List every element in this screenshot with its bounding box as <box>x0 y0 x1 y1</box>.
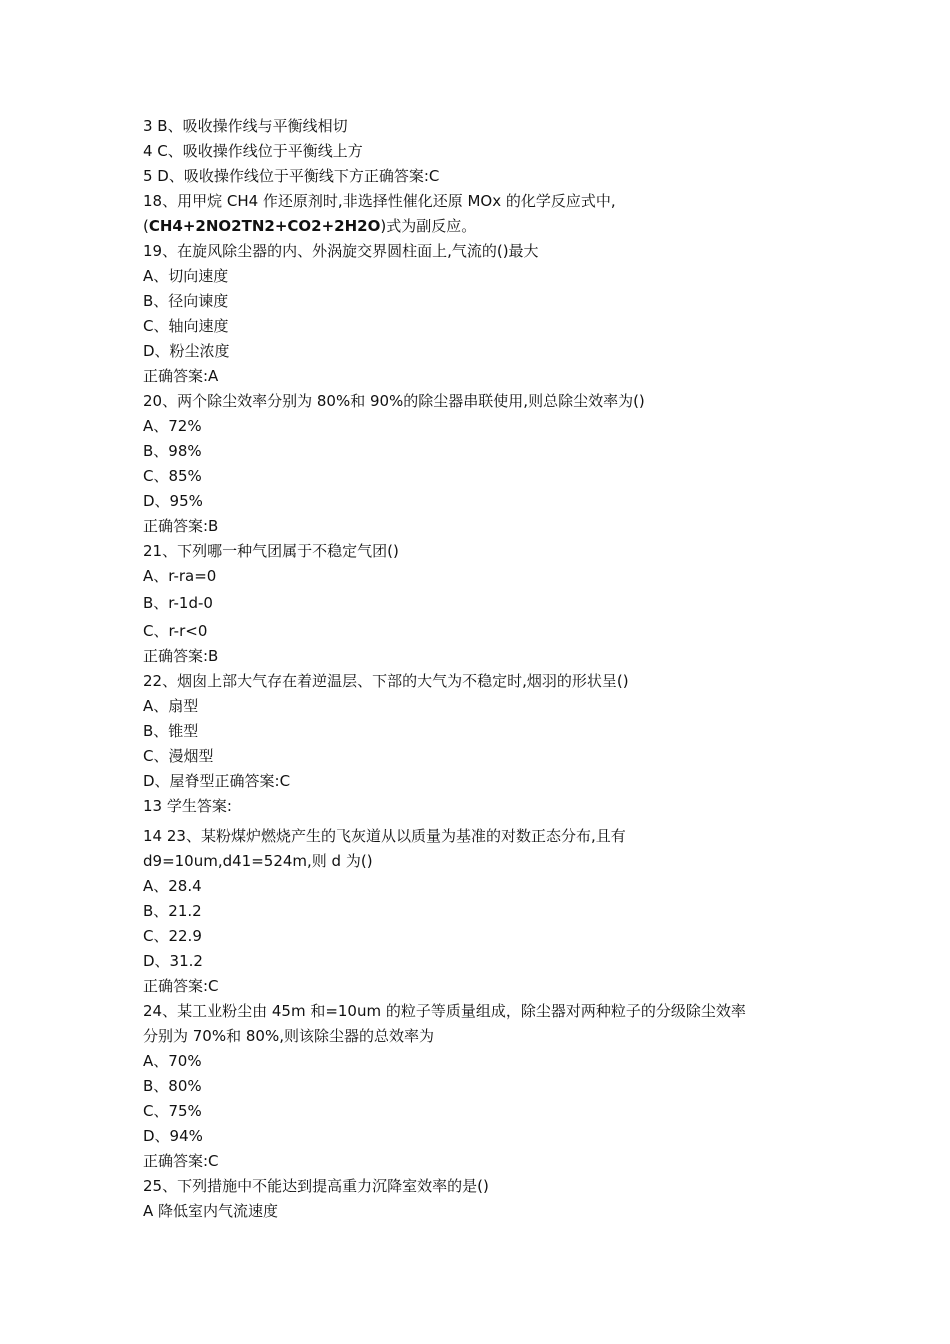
question-24-text: 24、某工业粉尘由 45m 和=10um 的粒子等质量组成，除尘器对两种粒子的分级除尘效率 <box>143 1002 746 1020</box>
answer-line: 正确答案:C <box>143 1152 219 1170</box>
option-line: B、锥型 <box>143 722 199 740</box>
answer-line: 正确答案:C <box>143 977 219 995</box>
question-20-text: 20、两个除尘效率分别为 80%和 90%的除尘器串联使用,则总除尘效率为() <box>143 392 645 410</box>
question-19-text: 19、在旋风除尘器的内、外涡旋交界圆柱面上,气流的()最大 <box>143 242 539 260</box>
option-line: D、94% <box>143 1127 203 1145</box>
option-line: A、72% <box>143 417 202 435</box>
option-line: D、31.2 <box>143 952 203 970</box>
option-line: B、98% <box>143 442 202 460</box>
question-23-text-cont: d9=10um,d41=524m,则 d 为() <box>143 852 373 870</box>
option-line: A、切向速度 <box>143 267 229 285</box>
question-21-text: 21、下列哪一种气团属于不稳定气团() <box>143 542 399 560</box>
option-line: A、70% <box>143 1052 202 1070</box>
option-line: C、r-r<0 <box>143 622 208 640</box>
option-line: C、轴向速度 <box>143 317 229 335</box>
text-line: 4 C、吸收操作线位于平衡线上方 <box>143 142 363 160</box>
text-line: 3 B、吸收操作线与平衡线相切 <box>143 117 348 135</box>
answer-line: 正确答案:A <box>143 367 219 385</box>
question-24-text-cont: 分别为 70%和 80%,则该除尘器的总效率为 <box>143 1027 434 1045</box>
option-line: A、28.4 <box>143 877 202 895</box>
question-23-text: 14 23、某粉煤炉燃烧产生的飞灰道从以质量为基准的对数正态分布,且有 <box>143 827 626 845</box>
option-line: B、80% <box>143 1077 202 1095</box>
reaction-equation: CH4+2NO2TN2+CO2+2H2O <box>148 217 381 235</box>
answer-line: 正确答案:B <box>143 647 219 665</box>
option-line: B、r-1d-0 <box>143 594 213 612</box>
option-line: B、21.2 <box>143 902 202 920</box>
question-25-text: 25、下列措施中不能达到提高重力沉降室效率的是() <box>143 1177 489 1195</box>
option-line: D、粉尘浓度 <box>143 342 230 360</box>
option-line: C、75% <box>143 1102 202 1120</box>
option-line: A、扇型 <box>143 697 199 715</box>
text-line: 13 学生答案: <box>143 797 232 815</box>
question-22-text: 22、烟囱上部大气存在着逆温层、下部的大气为不稳定时,烟羽的形状呈() <box>143 672 629 690</box>
equation-suffix: )式为副反应。 <box>380 217 477 235</box>
option-line: C、22.9 <box>143 927 202 945</box>
reaction-equation-line <box>143 216 476 236</box>
option-line: B、径向谏度 <box>143 292 229 310</box>
option-line: C、漫烟型 <box>143 747 214 765</box>
option-line: A、r-ra=0 <box>143 567 217 585</box>
option-line: D、屋脊型正确答案:C <box>143 772 291 790</box>
option-line: D、95% <box>143 492 203 510</box>
answer-line: 正确答案:B <box>143 517 219 535</box>
question-18-text: 18、用甲烷 CH4 作还原剂时,非选择性催化还原 MOx 的化学反应式中, <box>143 192 616 210</box>
paren-open: ( <box>143 217 149 235</box>
option-line: A 降低室内气流速度 <box>143 1202 279 1220</box>
text-line: 5 D、吸收操作线位于平衡线下方正确答案:C <box>143 167 440 185</box>
option-line: C、85% <box>143 467 202 485</box>
